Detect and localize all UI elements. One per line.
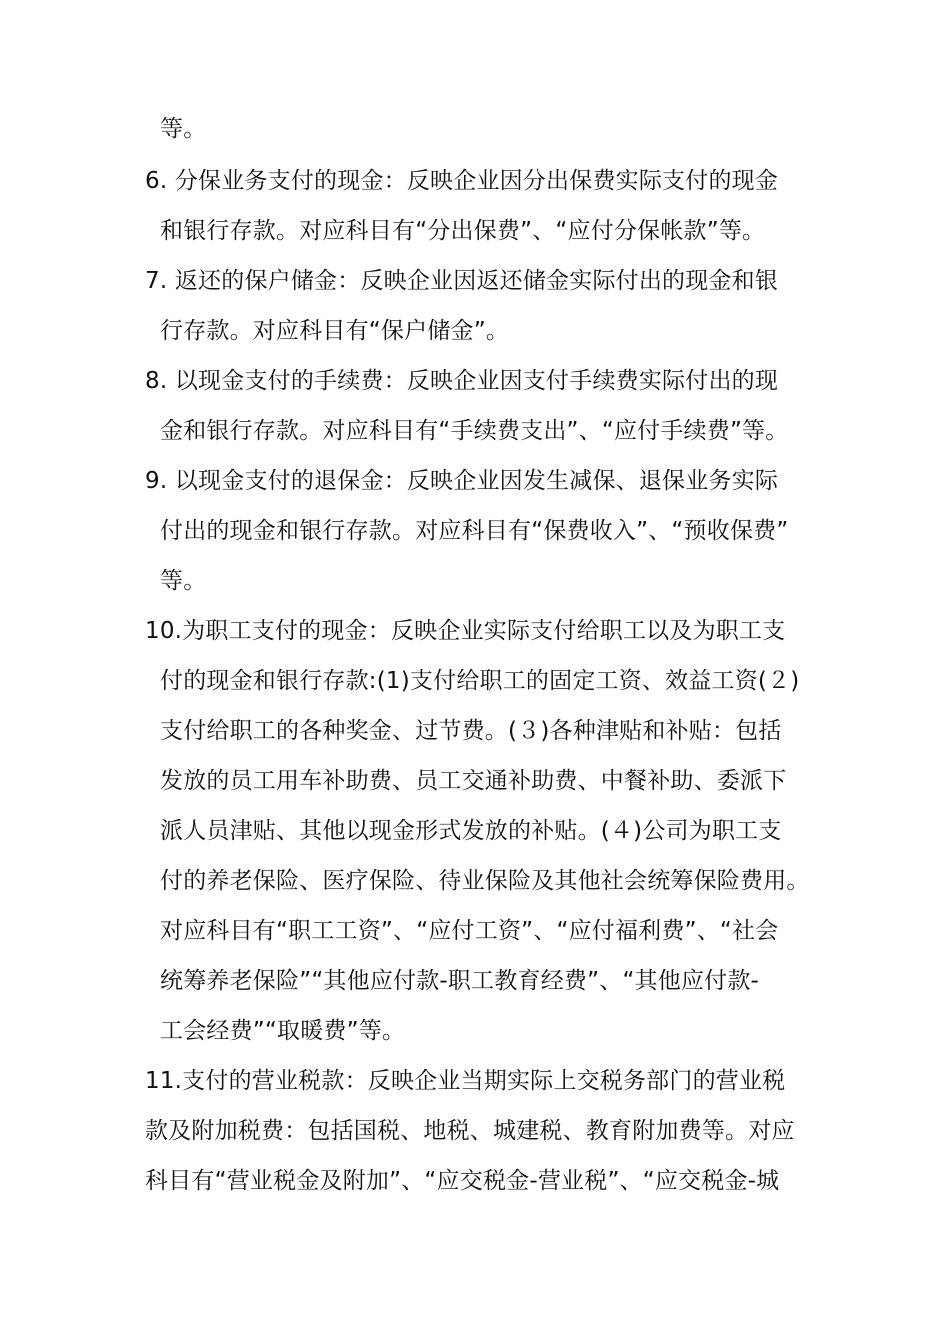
text-line: 派人员津贴、其他以现金形式发放的补贴。(４)公司为职工支 [160,818,782,844]
text-line: 9. 以现金支付的退保金：反映企业因发生减保、退保业务实际 [145,468,779,494]
text-line: 11.支付的营业税款：反映企业当期实际上交税务部门的营业税 [145,1068,786,1094]
text-line: 科目有“营业税金及附加”、“应交税金-营业税”、“应交税金-城 [145,1168,780,1194]
text-line: 款及附加税费：包括国税、地税、城建税、教育附加费等。对应 [145,1118,795,1144]
text-line: 支付给职工的各种奖金、过节费。(３)各种津贴和补贴：包括 [160,718,782,744]
text-line: 金和银行存款。对应科目有“手续费支出”、“应付手续费”等。 [160,418,789,444]
text-line: 对应科目有“职工工资”、“应付工资”、“应付福利费”、“社会 [160,918,779,944]
text-line: 行存款。对应科目有“保户储金”。 [160,318,510,344]
text-line: 统筹养老保险”“其他应付款-职工教育经费”、“其他应付款- [160,968,760,994]
text-line: 8. 以现金支付的手续费：反映企业因支付手续费实际付出的现 [145,368,779,394]
text-line: 6. 分保业务支付的现金：反映企业因分出保费实际支付的现金 [145,168,779,194]
text-line: 付的现金和银行存款:(1)支付给职工的固定工资、效益工资(２) [160,668,800,694]
text-line: 10.为职工支付的现金：反映企业实际支付给职工以及为职工支 [145,618,786,644]
text-line: 发放的员工用车补助费、员工交通补助费、中餐补助、委派下 [160,768,787,794]
text-line: 付的养老保险、医疗保险、待业保险及其他社会统筹保险费用。 [160,868,810,894]
text-line: 工会经费”“取暖费”等。 [160,1018,406,1044]
text-line: 付出的现金和银行存款。对应科目有“保费收入”、“预收保费” [160,518,789,544]
text-line: 等。 [160,116,207,142]
text-line: 和银行存款。对应科目有“分出保费”、“应付分保帐款”等。 [160,218,766,244]
text-line: 7. 返还的保户储金：反映企业因返还储金实际付出的现金和银 [145,268,779,294]
text-line: 等。 [160,568,207,594]
